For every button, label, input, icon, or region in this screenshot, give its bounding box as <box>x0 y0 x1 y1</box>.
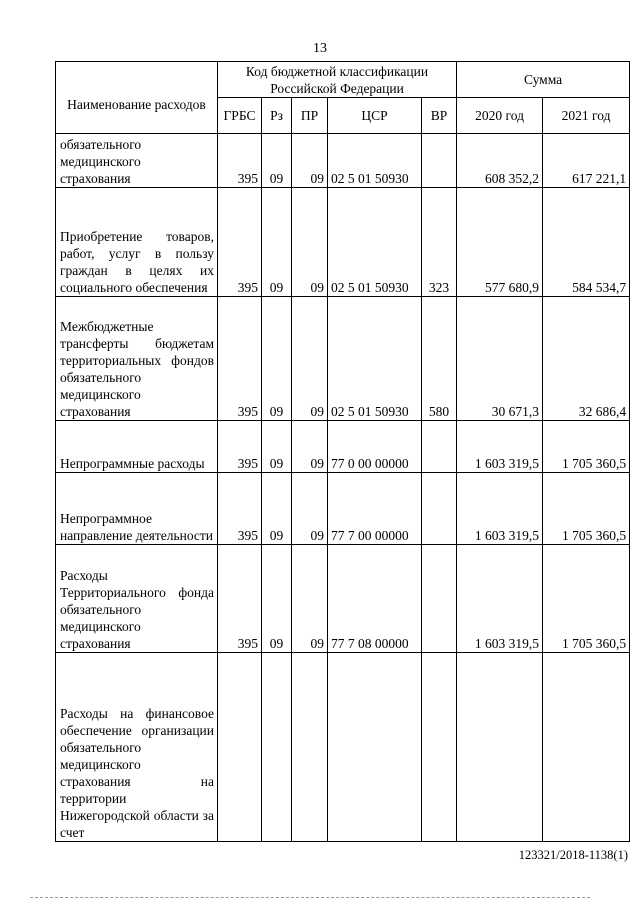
row-2020: 1 603 319,5 <box>457 545 543 653</box>
header-2020: 2020 год <box>457 98 543 134</box>
table-row <box>56 545 630 653</box>
row-pr: 09 <box>292 473 328 545</box>
header-pr: ПР <box>292 98 328 134</box>
row-2021: 32 686,4 <box>543 297 630 421</box>
row-rz: 09 <box>262 421 292 473</box>
row-grbs: 395 <box>218 473 262 545</box>
row-name: обязательного медицинского страхования <box>56 134 218 188</box>
row-pr: 09 <box>292 545 328 653</box>
row-2021: 617 221,1 <box>543 134 630 188</box>
header-sum-group: Сумма <box>457 62 630 98</box>
row-name: Межбюджетные трансферты бюджетам территориальных фондов обязательного медицинского страхования <box>56 297 218 421</box>
row-vr <box>422 545 457 653</box>
row-2021: 1 705 360,5 <box>543 473 630 545</box>
row-grbs: 395 <box>218 545 262 653</box>
row-csr: 02 5 01 50930 <box>328 188 422 297</box>
row-csr <box>328 653 422 842</box>
row-name: Расходы Территориального фонда обязательного медицинского страхования <box>56 545 218 653</box>
header-code-group: Код бюджетной классификации Российской Федерации <box>218 62 457 98</box>
table-row <box>56 653 630 842</box>
header-name: Наименование расходов <box>56 62 218 134</box>
table-row <box>56 297 630 421</box>
row-vr: 580 <box>422 297 457 421</box>
row-name: Непрограммные расходы <box>56 421 218 473</box>
row-pr: 09 <box>292 421 328 473</box>
scan-edge-line <box>30 897 590 898</box>
row-vr <box>422 134 457 188</box>
table-row <box>56 188 630 297</box>
header-grbs: ГРБС <box>218 98 262 134</box>
row-grbs: 395 <box>218 297 262 421</box>
row-rz: 09 <box>262 188 292 297</box>
table-row <box>56 421 630 473</box>
row-2020: 608 352,2 <box>457 134 543 188</box>
header-rz: Рз <box>262 98 292 134</box>
row-pr: 09 <box>292 134 328 188</box>
row-csr: 77 0 00 00000 <box>328 421 422 473</box>
row-name: Расходы на финансовое обеспечение организации обязательного медицинского страхования на территории Нижегородской области за счет <box>56 653 218 842</box>
row-grbs: 395 <box>218 134 262 188</box>
row-csr: 02 5 01 50930 <box>328 134 422 188</box>
row-vr: 323 <box>422 188 457 297</box>
row-2021: 1 705 360,5 <box>543 545 630 653</box>
row-2021: 584 534,7 <box>543 188 630 297</box>
row-2020: 1 603 319,5 <box>457 421 543 473</box>
row-grbs: 395 <box>218 188 262 297</box>
row-pr <box>292 653 328 842</box>
row-2020: 1 603 319,5 <box>457 473 543 545</box>
row-vr <box>422 421 457 473</box>
row-2021: 1 705 360,5 <box>543 421 630 473</box>
table-row <box>56 134 630 188</box>
header-csr: ЦСР <box>328 98 422 134</box>
row-rz: 09 <box>262 545 292 653</box>
budget-table <box>55 61 630 842</box>
header-row-top <box>56 62 630 98</box>
row-pr: 09 <box>292 188 328 297</box>
row-csr: 02 5 01 50930 <box>328 297 422 421</box>
table-row <box>56 473 630 545</box>
row-2020: 30 671,3 <box>457 297 543 421</box>
header-vr: ВР <box>422 98 457 134</box>
row-2020: 577 680,9 <box>457 188 543 297</box>
row-2020 <box>457 653 543 842</box>
row-rz: 09 <box>262 297 292 421</box>
row-2021 <box>543 653 630 842</box>
row-name: Непрограммное направление деятельности <box>56 473 218 545</box>
header-2021: 2021 год <box>543 98 630 134</box>
row-rz <box>262 653 292 842</box>
row-vr <box>422 653 457 842</box>
row-csr: 77 7 08 00000 <box>328 545 422 653</box>
row-grbs <box>218 653 262 842</box>
row-pr: 09 <box>292 297 328 421</box>
row-name: Приобретение товаров, работ, услуг в пользу граждан в целях их социального обеспечения <box>56 188 218 297</box>
document-code: 123321/2018-1138(1) <box>518 848 628 862</box>
row-rz: 09 <box>262 473 292 545</box>
row-csr: 77 7 00 00000 <box>328 473 422 545</box>
row-grbs: 395 <box>218 421 262 473</box>
row-rz: 09 <box>262 134 292 188</box>
page-number: 13 <box>313 41 327 56</box>
row-vr <box>422 473 457 545</box>
